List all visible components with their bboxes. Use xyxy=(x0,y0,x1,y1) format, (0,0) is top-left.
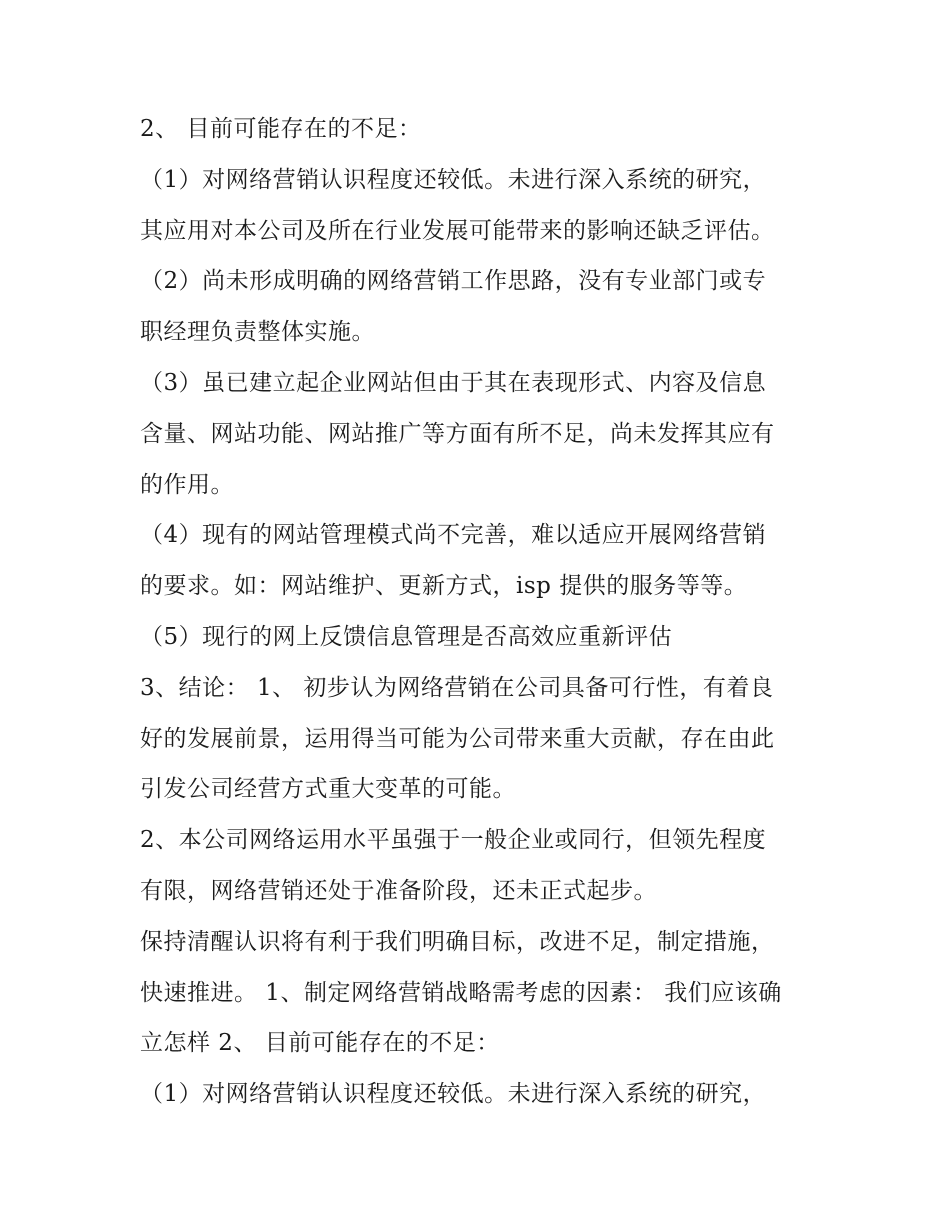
document-body xyxy=(140,104,820,1120)
text-line: 好的发展前景，运用得当可能为公司带来重大贡献，存在由此 xyxy=(140,725,775,752)
text-line: （3）虽已建立起企业网站但由于其在表现形式、内容及信息 xyxy=(140,369,767,396)
text-line: 2、本公司网络运用水平虽强于一般企业或同行，但领先程度 xyxy=(140,827,767,854)
text-line: （4）现有的网站管理模式尚不完善，难以适应开展网络营销 xyxy=(140,522,767,549)
text-line: 立怎样 2、 目前可能存在的不足： xyxy=(140,1030,500,1057)
text-line: （1）对网络营销认识程度还较低。未进行深入系统的研究， xyxy=(140,1081,767,1108)
text-line: （1）对网络营销认识程度还较低。未进行深入系统的研究， xyxy=(140,166,767,193)
text-line: 快速推进。 1、制定网络营销战略需考虑的因素： 我们应该确 xyxy=(140,979,782,1006)
text-line: 有限，网络营销还处于准备阶段，还未正式起步。 xyxy=(140,877,657,904)
text-line: （2）尚未形成明确的网络营销工作思路，没有专业部门或专 xyxy=(140,268,767,295)
text-line: 3、结论： 1、 初步认为网络营销在公司具备可行性，有着良 xyxy=(140,674,774,701)
text-line: （5）现行的网上反馈信息管理是否高效应重新评估 xyxy=(140,623,673,650)
text-line: 保持清醒认识将有利于我们明确目标，改进不足，制定措施， xyxy=(140,928,775,955)
text-line: 职经理负责整体实施。 xyxy=(140,319,375,346)
text-line: 引发公司经营方式重大变革的可能。 xyxy=(140,776,516,803)
text-line: 的要求。如：网站维护、更新方式，isp 提供的服务等等。 xyxy=(140,573,748,600)
text-line: 2、 目前可能存在的不足： xyxy=(140,116,422,142)
text-line: 其应用对本公司及所在行业发展可能带来的影响还缺乏评估。 xyxy=(140,217,775,244)
text-line: 含量、网站功能、网站推广等方面有所不足，尚未发挥其应有 xyxy=(140,420,775,447)
text-line: 的作用。 xyxy=(140,471,234,498)
